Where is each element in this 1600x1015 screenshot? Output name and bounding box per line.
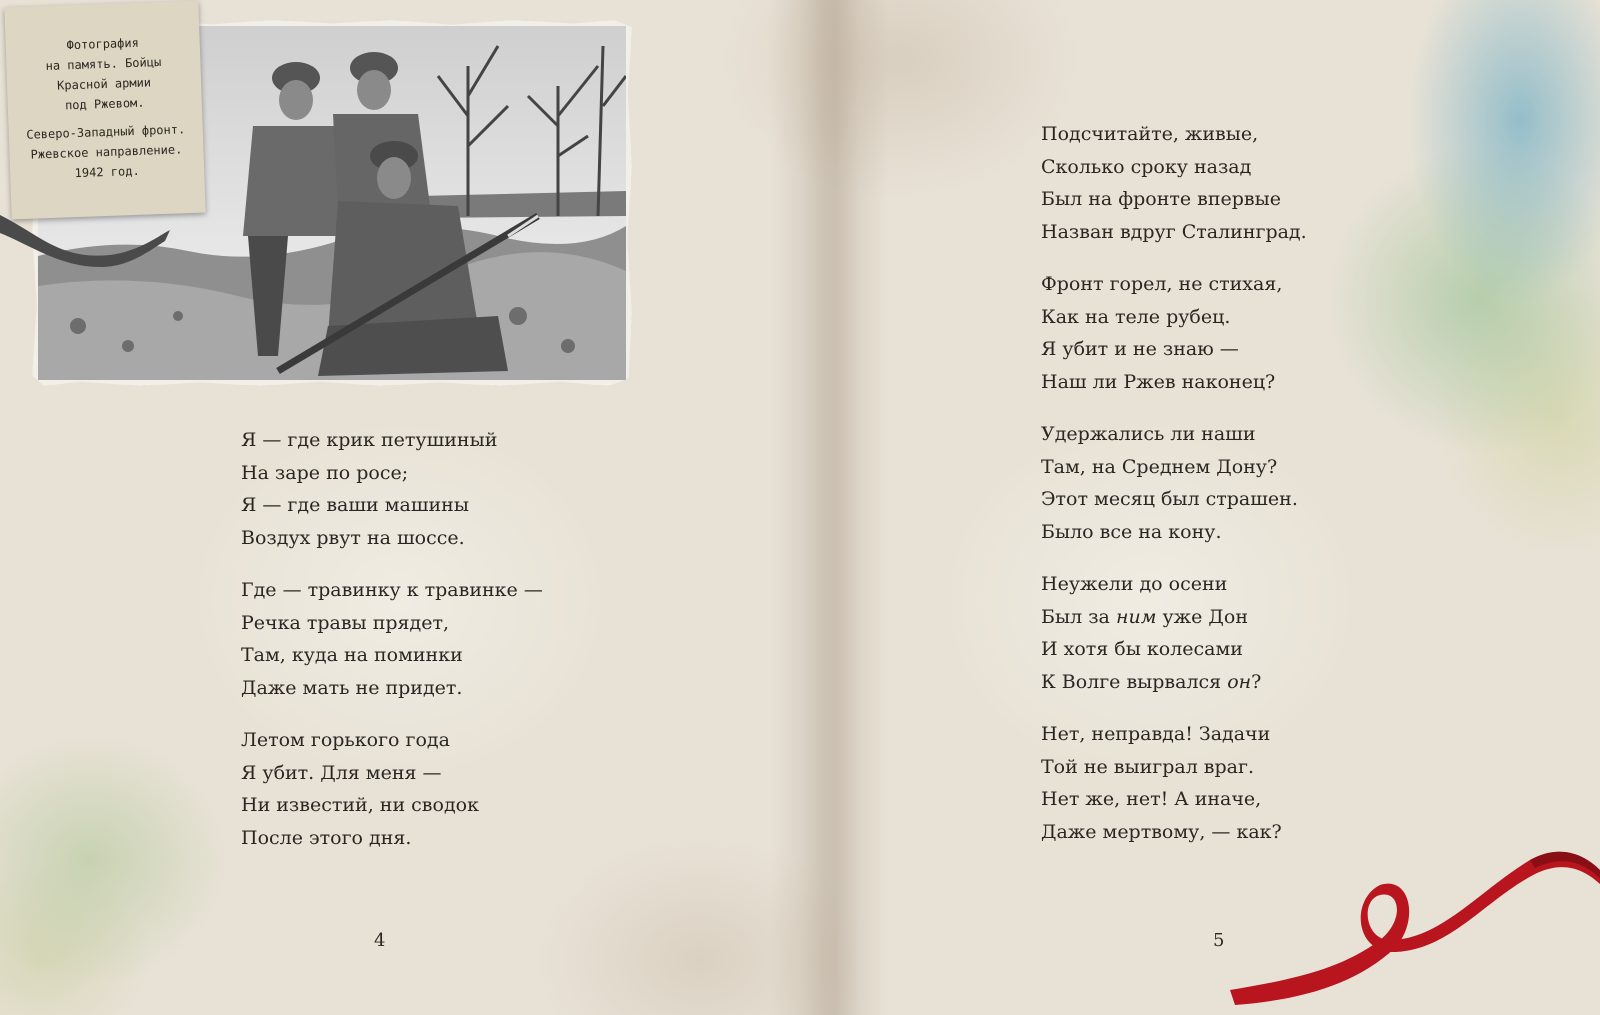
poem-line: Назван вдруг Сталинград. [1041, 220, 1307, 243]
caption-paragraph-2: Северо-Западный фронт. Ржевское направление. 1942 год. [26, 122, 186, 181]
poem-line: Было все на кону. [1041, 520, 1222, 543]
poem-line: Я убит и не знаю — [1041, 338, 1239, 360]
poem-line: На заре по росе; [241, 461, 409, 484]
stanza [1041, 118, 1307, 248]
stanza [241, 574, 543, 704]
poem-line: Там, на Среднем Дону? [1041, 455, 1278, 478]
poem-line: Я — где крик петушиный [241, 429, 498, 451]
caption-paragraph-1: Фотография на память. Бойцы Красной армии под Ржевом. [45, 35, 162, 113]
poem-line: Подсчитайте, живые, [1041, 123, 1259, 145]
poem-line: Был на фронте впервые [1041, 188, 1281, 210]
red-ribbon-decoration [1230, 840, 1600, 1015]
stanza [1041, 268, 1307, 398]
book-spine [770, 0, 890, 1015]
photo-caption-label [4, 1, 205, 220]
poem-line: Ни известий, ни сводок [241, 794, 479, 816]
stanza [1041, 718, 1307, 848]
page-number-right: 5 [1213, 930, 1225, 951]
poem-line: Нет, неправда! Задачи [1041, 723, 1271, 745]
poem-line: Наш ли Ржев наконец? [1041, 370, 1276, 393]
poem-line: К Волге вырвался он? [1041, 670, 1262, 693]
poem-line: Нет же, нет! А иначе, [1041, 788, 1262, 810]
poem-line: Сколько сроку назад [1041, 155, 1252, 178]
poem-line: Как на теле рубец. [1041, 305, 1231, 328]
poem-line: Той не выиграл враг. [1041, 755, 1254, 778]
emphasis: он [1227, 670, 1252, 693]
poem-line: И хотя бы колесами [1041, 638, 1243, 660]
stanza [241, 724, 543, 854]
emphasis: ним [1115, 605, 1157, 628]
poem-line: Неужели до осени [1041, 573, 1228, 595]
poem-line: Удержались ли наши [1041, 423, 1256, 445]
poem-line: Я убит. Для меня — [241, 761, 442, 784]
poem-line: Даже мать не придет. [241, 676, 463, 699]
poem-line: Где — травинку к травинке — [241, 579, 543, 601]
poem-line: Был за ним уже Дон [1041, 605, 1248, 628]
grey-ribbon-decoration [0, 205, 170, 275]
poem-line: Даже мертвому, — как? [1041, 820, 1282, 843]
poem-line: Речка травы прядет, [241, 611, 449, 634]
poem-line: Фронт горел, не стихая, [1041, 273, 1283, 295]
poem-line: Там, куда на поминки [241, 644, 463, 666]
stanza [1041, 568, 1307, 698]
poem-line: Я — где ваши машины [241, 494, 469, 516]
poem-line: Этот месяц был страшен. [1041, 488, 1298, 510]
stanza [241, 424, 543, 554]
poem-line: Воздух рвут на шоссе. [241, 526, 465, 549]
left-page-poem [241, 424, 543, 874]
page-number-left: 4 [374, 930, 386, 951]
poem-line: Летом горького года [241, 729, 450, 751]
right-page-poem [1041, 118, 1307, 868]
poem-line: После этого дня. [241, 826, 412, 849]
stanza [1041, 418, 1307, 548]
